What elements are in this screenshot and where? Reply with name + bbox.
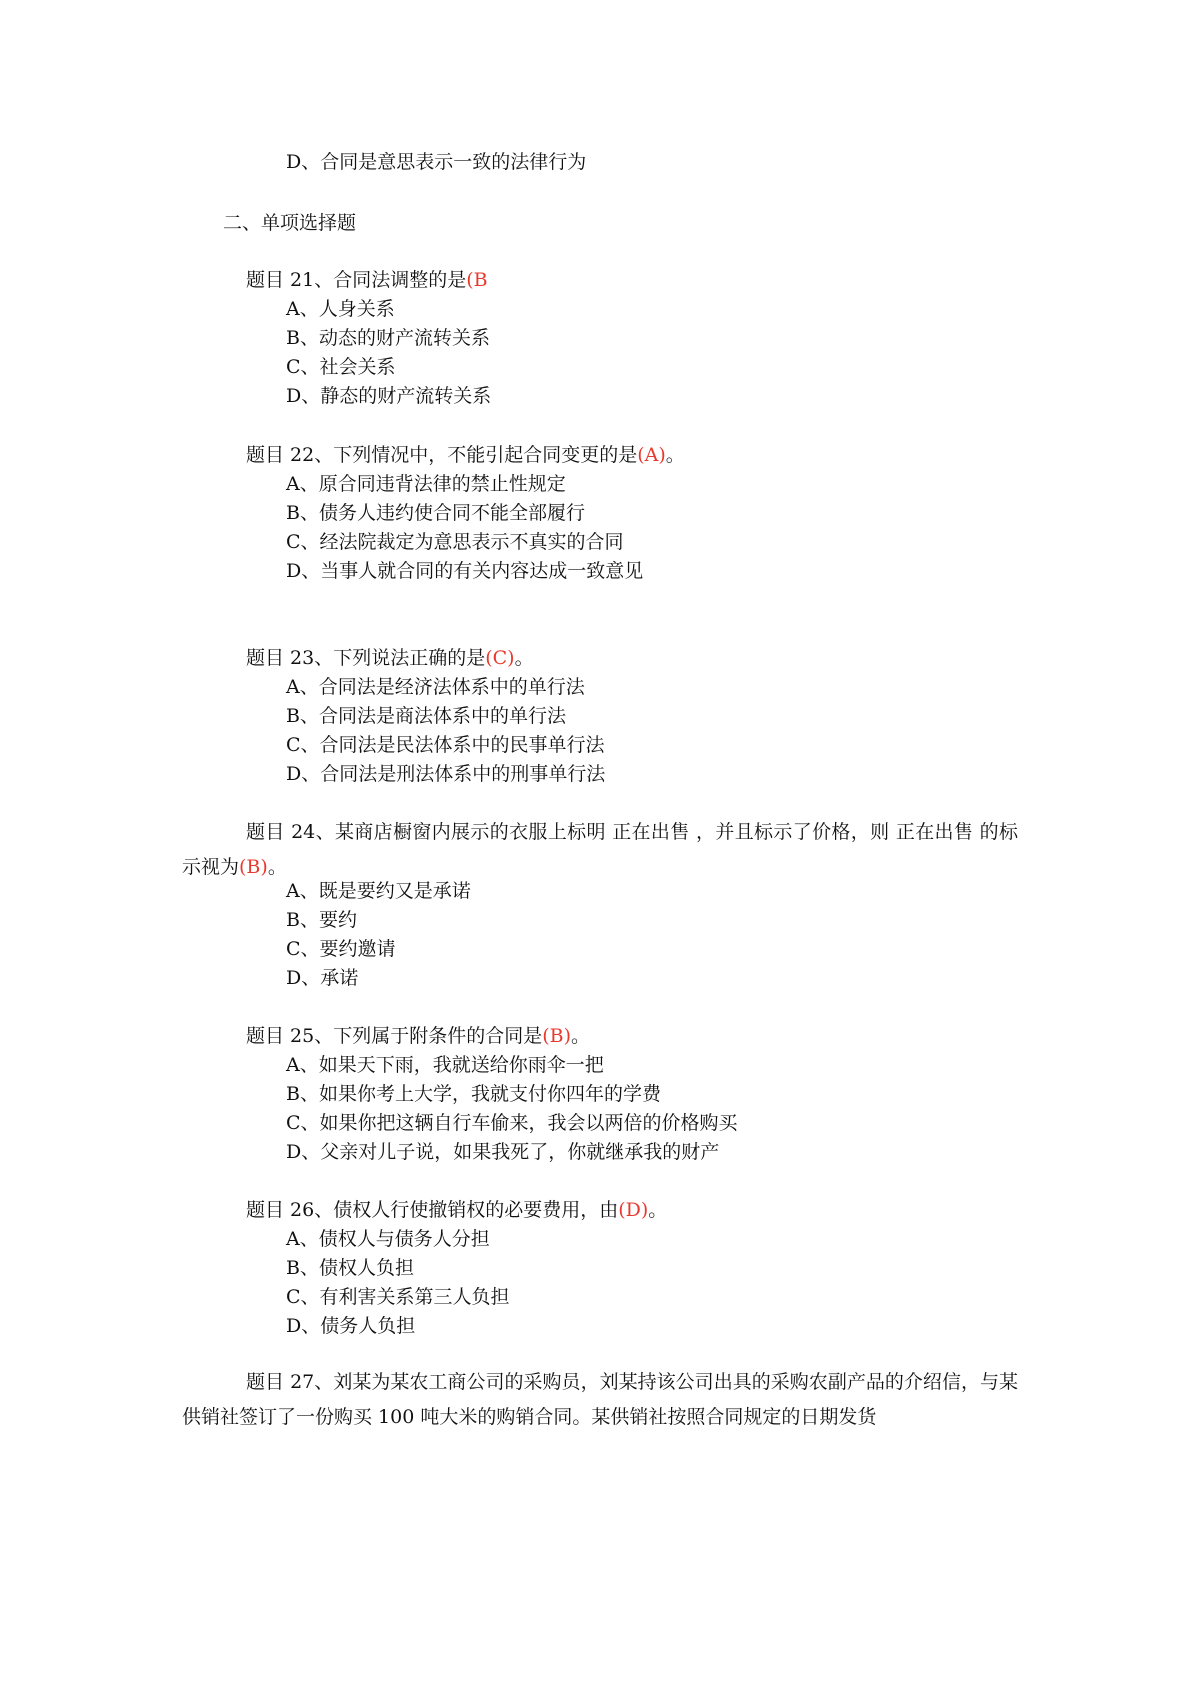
question-27-prompt: 题目 27、刘某为某农工商公司的采购员，刘某持该公司出具的采购农副产品的介绍信，与某供销社签订了一份购买 100 吨大米的购销合同。某供销社按照合同规定的日期发货 [182, 1371, 1018, 1428]
question-24-option-d: D、承诺 [286, 967, 359, 989]
question-23-option-a: A、合同法是经济法体系中的单行法 [286, 676, 585, 698]
question-26-option-a: A、债权人与债务人分担 [286, 1228, 490, 1250]
question-24-option-c: C、要约邀请 [286, 938, 396, 960]
question-21-prompt: 题目 21、合同法调整的是(B [246, 269, 488, 291]
question-22-prompt: 题目 22、下列情况中，不能引起合同变更的是(A)。 [246, 444, 685, 466]
question-23-prompt: 题目 23、下列说法正确的是(C)。 [246, 647, 534, 669]
question-24-answer: (B) [239, 856, 268, 878]
question-26-prompt: 题目 26、债权人行使撤销权的必要费用，由(D)。 [246, 1199, 668, 1221]
question-21-option-b: B、动态的财产流转关系 [286, 327, 490, 349]
question-22-option-d: D、当事人就合同的有关内容达成一致意见 [286, 560, 644, 582]
question-25-option-d: D、父亲对儿子说，如果我死了，你就继承我的财产 [286, 1141, 720, 1163]
question-26-option-d: D、债务人负担 [286, 1315, 416, 1337]
question-21-option-a: A、人身关系 [286, 298, 395, 320]
question-23-option-d: D、合同法是刑法体系中的刑事单行法 [286, 763, 606, 785]
question-22-answer: (A) [637, 444, 666, 466]
section-title: 二、单项选择题 [223, 212, 357, 234]
question-25-answer: (B) [542, 1025, 572, 1047]
question-23-option-b: B、合同法是商法体系中的单行法 [286, 705, 566, 727]
question-23-option-c: C、合同法是民法体系中的民事单行法 [286, 734, 605, 756]
question-24-prompt: 题目 24、某商店橱窗内展示的衣服上标明 正在出售 ，并且标示了价格，则 正在出售 的标示视为(B)。 [182, 821, 1018, 878]
question-22-option-c: C、经法院裁定为意思表示不真实的合同 [286, 531, 624, 553]
question-25-option-b: B、如果你考上大学，我就支付你四年的学费 [286, 1083, 661, 1105]
question-24-option-b: B、要约 [286, 909, 357, 931]
question-25-prompt: 题目 25、下列属于附条件的合同是(B)。 [246, 1025, 591, 1047]
question-21-option-c: C、社会关系 [286, 356, 396, 378]
question-26-answer: (D) [618, 1199, 649, 1221]
question-24-option-a: A、既是要约又是承诺 [286, 880, 471, 902]
question-21-option-d: D、静态的财产流转关系 [286, 385, 492, 407]
question-25-option-c: C、如果你把这辆自行车偷来，我会以两倍的价格购买 [286, 1112, 738, 1134]
question-26-option-b: B、债权人负担 [286, 1257, 414, 1279]
question-22-option-a: A、原合同违背法律的禁止性规定 [286, 473, 566, 495]
question-25-option-a: A、如果天下雨，我就送给你雨伞一把 [286, 1054, 604, 1076]
question-26-option-c: C、有利害关系第三人负担 [286, 1286, 510, 1308]
question-22-option-b: B、债务人违约使合同不能全部履行 [286, 502, 585, 524]
question-23-answer: (C) [485, 647, 515, 669]
prev-question-option-d: D、合同是意思表示一致的法律行为 [286, 151, 587, 173]
question-21-answer: (B [466, 269, 488, 291]
